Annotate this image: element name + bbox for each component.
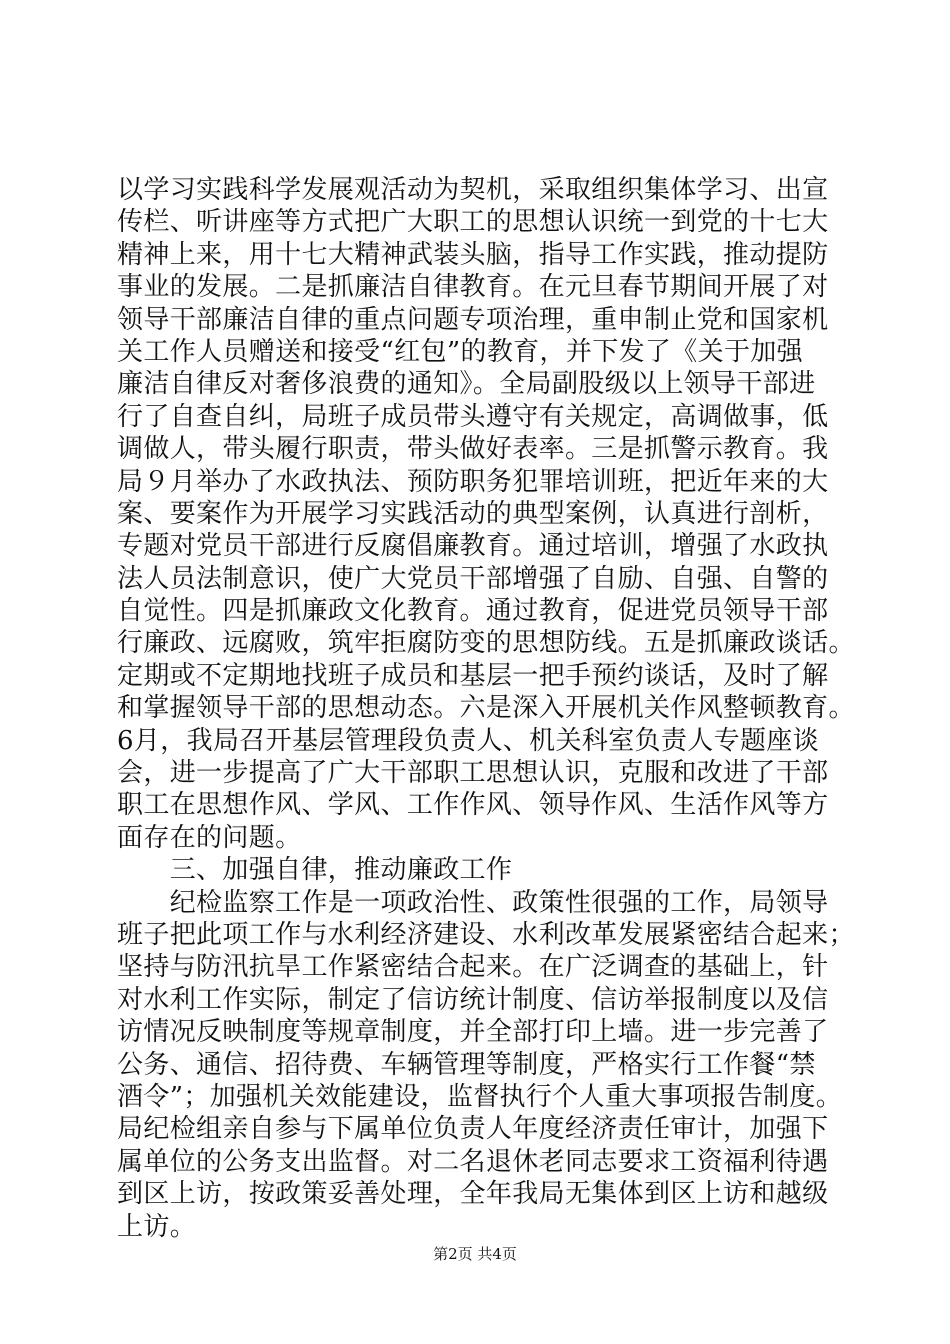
text-line: 坚持与防汛抗旱工作紧密结合起来。在广泛调查的基础上，针 [117,952,829,983]
text-line: 自觉性。四是抓廉政文化教育。通过教育，促进党员领导干部 [117,596,829,627]
page-footer [0,1244,950,1264]
text-line: 案、要案作为开展学习实践活动的典型案例，认真进行剖析， [117,498,829,529]
text-line: 事业的发展。二是抓廉洁自律教育。在元旦春节期间开展了对 [117,272,829,303]
text-line: 以学习实践科学发展观活动为契机，采取组织集体学习、出宣 [117,175,829,205]
text-line: 对水利工作实际，制定了信访统计制度、信访举报制度以及信 [117,984,829,1015]
text-line: 酒令”；加强机关效能建设，监督执行个人重大事项报告制度。 [117,1081,843,1112]
text-line: 局纪检组亲自参与下属单位负责人年度经济责任审计，加强下 [117,1114,829,1145]
text-line: 精神上来，用十七大精神武装头脑，指导工作实践，推动提防 [117,239,829,270]
text-line: 职工在思想作风、学风、工作作风、领导作风、生活作风等方 [117,790,829,821]
text-line: 传栏、听讲座等方式把广大职工的思想认识统一到党的十七大 [117,207,829,238]
text-line: 班子把此项工作与水利经济建设、水利改革发展紧密结合起来； [117,919,855,950]
text-line: 访情况反映制度等规章制度，并全部打印上墙。进一步完善了 [117,1017,829,1048]
text-line: 专题对党员干部进行反腐倡廉教育。通过培训，增强了水政执 [117,531,829,562]
text-line: 公务、通信、招待费、车辆管理等制度，严格实行工作餐“禁 [117,1049,816,1080]
text-line: 廉洁自律反对奢侈浪费的通知》。全局副股级以上领导干部进 [117,369,816,400]
text-line: 到区上访，按政策妥善处理，全年我局无集体到区上访和越级 [117,1179,829,1210]
page-number: 第2页 共4页 [433,1245,517,1263]
text-line: 法人员法制意识，使广大党员干部增强了自励、自强、自警的 [117,563,829,594]
text-line: 行廉政、远腐败，筑牢拒腐防变的思想防线。五是抓廉政谈话。 [117,628,855,659]
text-line: 局９月举办了水政执法、预防职务犯罪培训班，把近年来的大 [117,466,829,497]
text-line: 面存在的问题。 [117,822,302,853]
text-line: 会，进一步提高了广大干部职工思想认识，克服和改进了干部 [117,758,829,789]
section-heading: 三、加强自律，推动廉政工作 [117,855,513,886]
text-line: 和掌握领导干部的思想动态。六是深入开展机关作风整顿教育。 [117,693,855,724]
text-line: 定期或不定期地找班子成员和基层一把手预约谈话，及时了解 [117,660,829,691]
text-line: 上访。 [117,1211,197,1242]
text-line: 6月，我局召开基层管理段负责人、机关科室负责人专题座谈 [117,725,819,756]
text-line: 调做人，带头履行职责，带头做好表率。三是抓警示教育。我 [117,434,829,465]
text-line: 领导干部廉洁自律的重点问题专项治理，重申制止党和国家机 [117,304,829,335]
text-line: 纪检监察工作是一项政治性、政策性很强的工作，局领导 [117,887,829,918]
text-line: 关工作人员赠送和接受“红包”的教育，并下发了《关于加强 [117,336,804,367]
text-line: 行了自查自纠，局班子成员带头遵守有关规定，高调做事，低 [117,401,829,432]
text-line: 属单位的公务支出监督。对二名退休老同志要求工资福利待遇 [117,1146,829,1177]
body-text [117,174,857,1243]
